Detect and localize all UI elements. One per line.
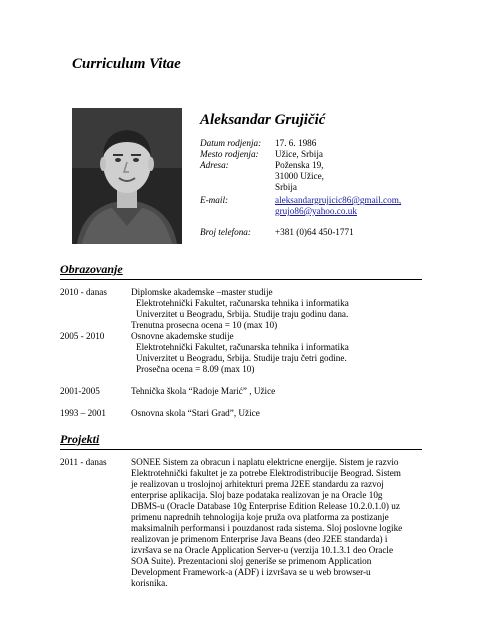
portrait-photo — [72, 108, 182, 244]
edu-line: Univerzitet u Beogradu, Srbija. Studije traju godinu dana. — [136, 309, 349, 319]
edu-line: Prosečna ocena = 8.09 (max 10) — [136, 364, 255, 374]
phone-value: +381 (0)64 450-1771 — [275, 227, 354, 237]
edu-line: Elektrotehnički Fakultet, računarska tehnika i informatika — [136, 298, 349, 308]
phone-label: Broj telefona: — [200, 227, 251, 237]
pob-value: Užice, Srbija — [275, 149, 323, 159]
project-line: SOA Suite). Prezentacioni sloj generiše se primenom Application — [131, 556, 372, 566]
email-link-2[interactable]: grujo86@yahoo.co.uk — [275, 206, 357, 216]
address-line2: 31000 Užice, — [275, 171, 324, 181]
edu-line: Trenutna prosecna ocena = 10 (max 10) — [131, 320, 278, 330]
document-title: Curriculum Vitae — [72, 56, 181, 72]
projects-heading: Projekti — [60, 432, 100, 446]
email-link-1[interactable]: aleksandargrujicic86@gmail.com, — [275, 195, 402, 205]
education-heading: Obrazovanje — [60, 262, 123, 276]
project-line: Development Framework-a (ADF) i izvršava se u web browser-u — [131, 567, 371, 577]
edu-line: Diplomske akademske –master studije — [131, 287, 273, 297]
edu-period-2: 2005 - 2010 — [60, 331, 105, 341]
edu-line: Osnovna skola “Stari Grad”, Užice — [131, 408, 260, 418]
edu-line: Elektrotehnički Fakultet, računarska tehnika i informatika — [136, 342, 349, 352]
project-line: enterprise aplikacija. Sloj baze podataka realizovan je na Oracle 10g — [131, 490, 383, 500]
project-line: DBMS-u (Oracle Database 10g Enterprise Edition Release 10.2.0.1.0) uz — [131, 501, 400, 511]
project-line: je realizovan u troslojnoj arhitekturi prema J2EE standardu za razvoj — [131, 479, 384, 489]
edu-period-3: 2001-2005 — [60, 386, 100, 396]
dob-value: 17. 6. 1986 — [275, 138, 317, 148]
edu-line: Tehnička škola “Radoje Marić” , Užice — [131, 386, 276, 396]
address-label: Adresa: — [200, 160, 229, 170]
person-name: Aleksandar Grujičić — [200, 112, 326, 128]
project-line: Elektrotehnički fakultet je za potrebe Elektrodistribucije Beograd. Sistem — [131, 468, 401, 478]
pob-label: Mesto rodjenja: — [200, 149, 259, 159]
address-line3: Srbija — [275, 182, 297, 192]
email-label: E-mail: — [200, 195, 229, 205]
project-line: SONEE Sistem za obracun i naplatu elektricne energije. Sistem je razvio — [131, 457, 399, 467]
edu-line: Univerzitet u Beogradu, Srbija. Studije traju četri godine. — [136, 353, 347, 363]
project-line: korisnika. — [131, 578, 168, 588]
project-line: realizovan je primenom Enterprise Java Beans (deo J2EE standarda) i — [131, 534, 388, 544]
edu-period-1: 2010 - danas — [60, 287, 107, 297]
portrait-illustration — [72, 108, 182, 244]
projects-divider — [60, 449, 422, 450]
project-line: maksimalnih performansi i pouzdanost rada sistema. Sloj poslovne logike — [131, 523, 403, 533]
project-line: primenu naprednih tehnologija koje pruža ova platforma za postizanje — [131, 512, 389, 522]
edu-period-4: 1993 – 2001 — [60, 408, 106, 418]
project-period-1: 2011 - danas — [60, 457, 107, 467]
education-divider — [60, 279, 422, 280]
edu-line: Osnovne akademske studije — [131, 331, 234, 341]
dob-label: Datum rodjenja: — [200, 138, 262, 148]
project-line: izvršava se na Oracle Application Server-u (verzija 10.1.3.1 deo Oracle — [131, 545, 394, 555]
address-line1: Poženska 19, — [275, 160, 324, 170]
